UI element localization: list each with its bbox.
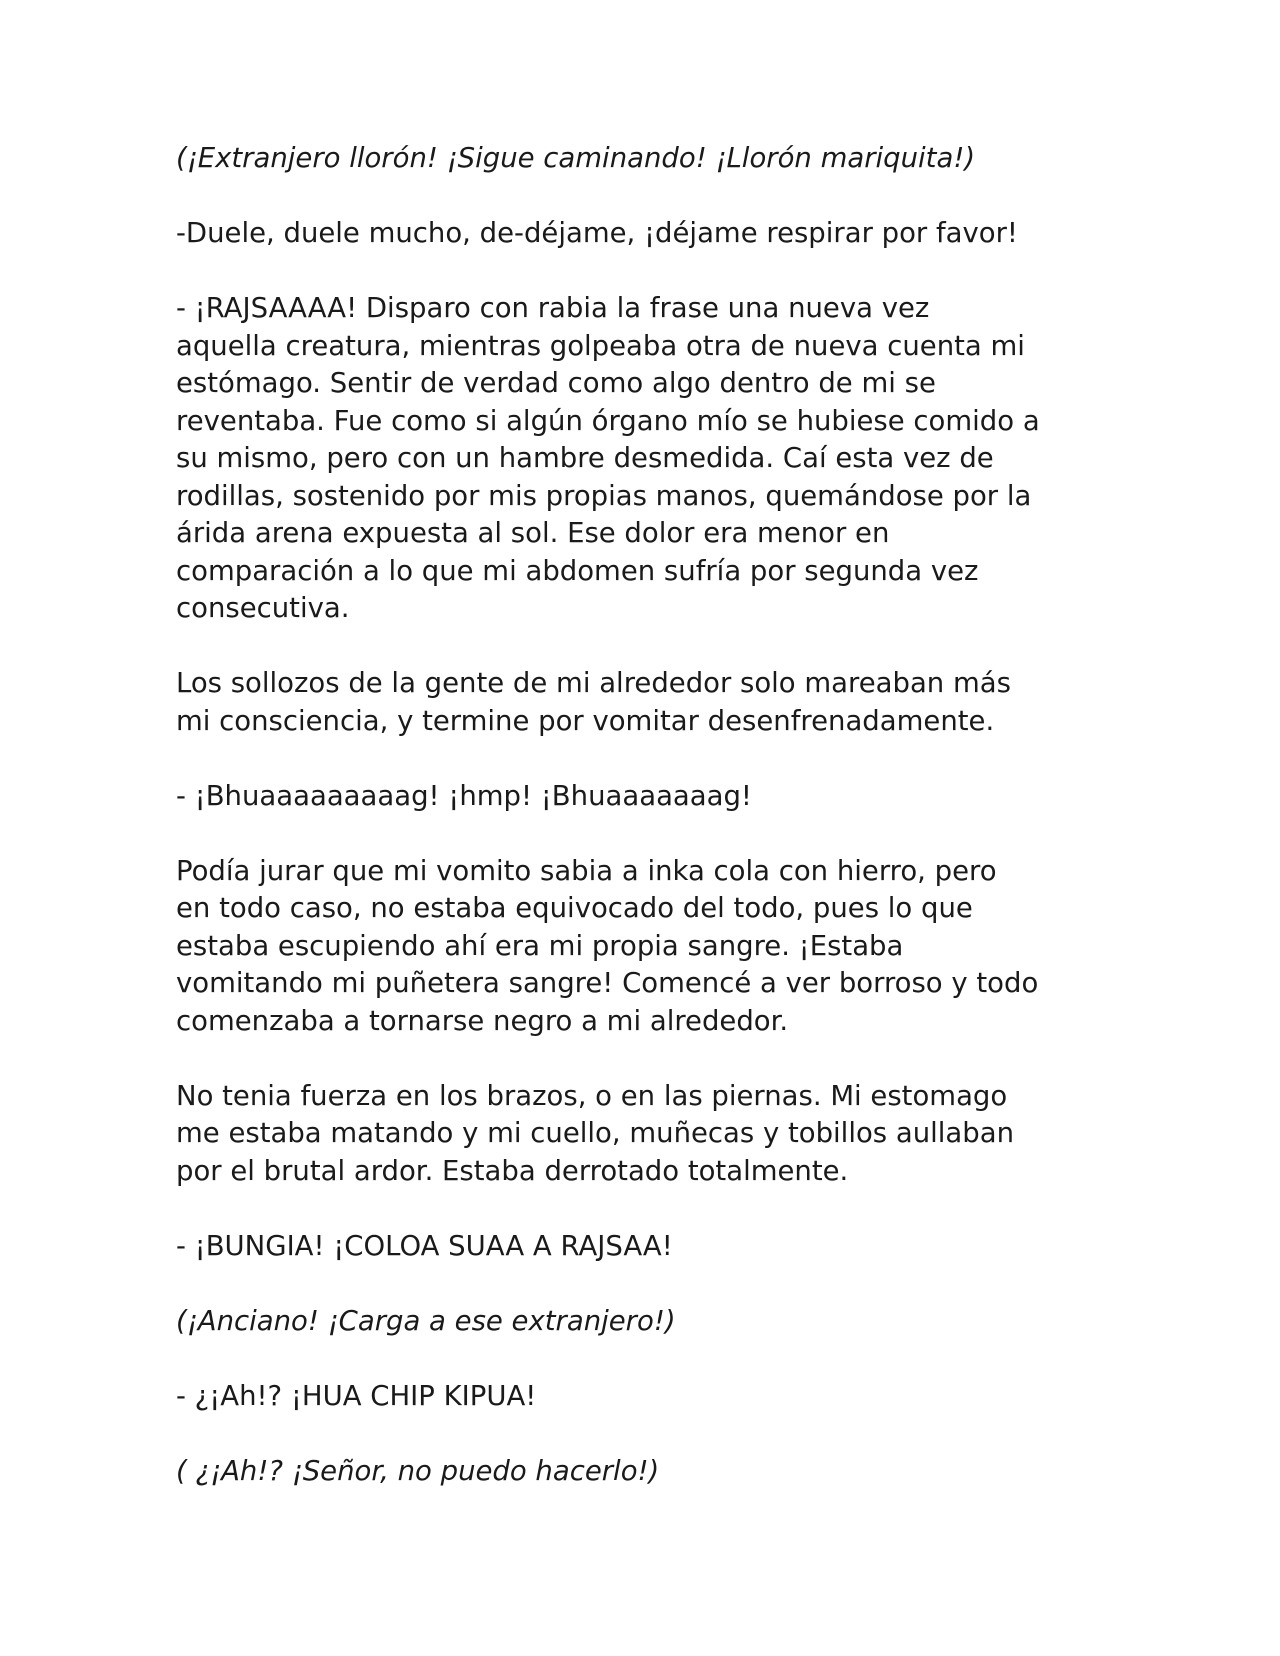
paragraph-2: -Duele, duele mucho, de-déjame, ¡déjame respirar por favor! xyxy=(176,217,1018,249)
paragraph-3: - ¡RAJSAAAA! Disparo con rabia la frase una nueva vez aquella creatura, mientras golpeaba otra de nueva cuenta mi estómago. Sentir de verdad como algo dentro de mi se reventaba. Fue como si algún órgano mío se hubiese comido a su mismo, pero con un hambre desmedida. Caí esta vez de rodillas, sostenido por mis propias manos, quemándose por la árida arena expuesta al sol. Ese dolor era menor en comparación a lo que mi abdomen sufría por segunda vez consecutiva. xyxy=(176,292,1040,624)
paragraph-8: - ¡BUNGIA! ¡COLOA SUAA A RAJSAA! xyxy=(176,1229,673,1262)
paragraph-5: - ¡Bhuaaaaaaaaag! ¡hmp! ¡Bhuaaaaaaag! xyxy=(176,779,752,812)
paragraph-6: Podía jurar que mi vomito sabia a inka cola con hierro, pero en todo caso, no estaba equivocado del todo, pues lo que estaba escupiendo ahí era mi propia sangre. ¡Estaba vomitando mi puñetera sangre! Comencé a ver borroso y todo comenzaba a tornarse negro a mi alrededor. xyxy=(176,854,1039,1037)
paragraph-4: Los sollozos de la gente de mi alrededor solo mareaban más mi consciencia, y termine por vomitar desenfrenadamente. xyxy=(176,667,1011,737)
document-page xyxy=(176,140,1116,1490)
paragraph-9: (¡Anciano! ¡Carga a ese extranjero!) xyxy=(176,1304,676,1337)
paragraph-7: No tenia fuerza en los brazos, o en las piernas. Mi estomago me estaba matando y mi cuello, muñecas y tobillos aullaban por el brutal ardor. Estaba derrotado totalmente. xyxy=(176,1079,1014,1187)
paragraph-10: - ¿¡Ah!? ¡HUA CHIP KIPUA! xyxy=(176,1379,537,1412)
paragraph-1: (¡Extranjero llorón! ¡Sigue caminando! ¡Llorón mariquita!) xyxy=(176,142,976,174)
paragraph-11: ( ¿¡Ah!? ¡Señor, no puedo hacerlo!) xyxy=(176,1454,660,1487)
